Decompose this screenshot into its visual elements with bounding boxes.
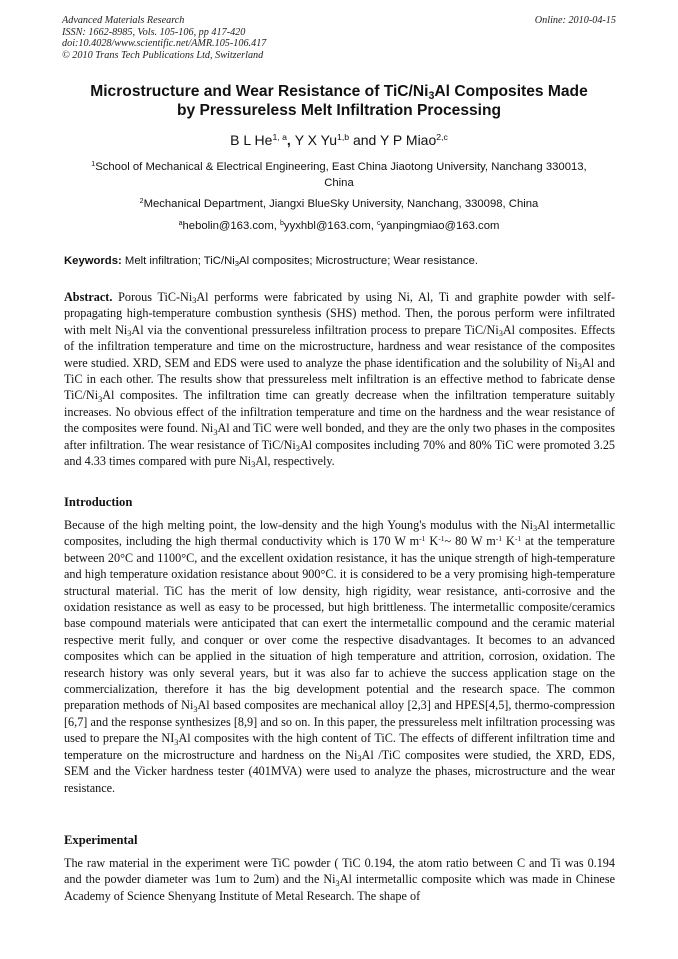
- abstract-text: Al performs were fabricated by using Ni, Al, Ti and graphite powder with self-propagating high-temperature combustion synthesis (SHS) method. Then, the porous perform were infiltrated with melt Ni: [64, 290, 615, 337]
- subscript: 3: [192, 296, 197, 306]
- author-name: Y X Yu: [294, 132, 337, 148]
- journal-info: [62, 15, 616, 61]
- subscript: 3: [295, 443, 300, 453]
- section-heading-experimental: Experimental: [64, 833, 138, 847]
- section-heading-introduction: Introduction: [64, 495, 133, 509]
- superscript: -1: [438, 533, 445, 543]
- subscript: 3: [251, 460, 256, 470]
- abstract: [64, 289, 615, 469]
- email-mark: b: [280, 219, 284, 227]
- superscript: -1: [495, 533, 503, 543]
- affiliation-text: Mechanical Department, Jiangxi BlueSky University, Nanchang, 330098, China: [143, 198, 539, 210]
- author-separator: ,: [286, 132, 295, 148]
- email-text: yyxhbl@163.com,: [283, 220, 378, 232]
- abstract-text: Al, respectively.: [255, 454, 335, 469]
- paragraph-text: Because of the high melting point, the low-density and the high Young's modulus with the Ni: [64, 518, 534, 532]
- abstract-text: Al and TiC were well bonded, and they are the only two phases in the composites after infiltration. The wear resistance of TiC/Ni: [64, 421, 615, 452]
- author-name: B L He: [230, 132, 273, 148]
- title-text: Al Composites Made: [434, 83, 588, 100]
- doi-line: doi:10.4028/www.scientific.net/AMR.105-106.417: [62, 38, 267, 50]
- paragraph-text: at the temperature between 20°C and 1100°C, and the excellent oxidation resistance, it has the unique strength of high-temperature and high temperature oxidation resistance about 900°C. it is considered to be a very promising high-temperature structural material. TiC has the merit of low density, high rigidity, wear resistance, anti-corrosive and the oxidation resistance as well as easy to be processed, but high brittleness. The intermetallic composite/ceramics base compound materials were anticipated that can exert the intermetallic compound and the ceramic material respective merit fully, and conquer or over come the respective disadvantages. It becomes to an advanced composites which can be applied in the situation of high temperature and attrition, corrosion, oxidation. The research history was only several years, but it was also far to achieve the success application stage on the commercialization, therefore it has the big development potential and the research space. The common preparation methods of Ni: [64, 534, 615, 713]
- affiliation-2: [50, 197, 628, 212]
- subscript: 3: [533, 524, 538, 534]
- running-header: [62, 15, 616, 61]
- subscript: 3: [213, 427, 218, 437]
- superscript: -1: [514, 533, 522, 543]
- title-subscript: 3: [428, 89, 435, 102]
- title-text: by Pressureless Melt Infiltration Processing: [176, 102, 502, 119]
- experimental-paragraph: [64, 855, 615, 904]
- author-name: Y P Miao: [379, 132, 437, 148]
- subscript: 3: [335, 878, 340, 888]
- paragraph-text: Al intermetallic composite which was made in Chinese Academy of Science Shenyang Institute of Metal Research. The shape of: [64, 872, 615, 903]
- email-text: hebolin@163.com,: [182, 220, 281, 232]
- abstract-text: Porous TiC-Ni: [112, 290, 193, 304]
- email-mark: c: [377, 219, 381, 227]
- author-affiliation-mark: 1, a: [272, 131, 287, 142]
- introduction-paragraph: [64, 517, 615, 796]
- journal-name: Advanced Materials Research: [62, 15, 185, 26]
- subscript: 3: [498, 329, 503, 339]
- paragraph-text: Al intermetallic composites, including the high thermal conductivity which is 170 W m: [64, 518, 616, 549]
- paragraph-text: K: [425, 534, 439, 549]
- paragraph-text: Al composites with the high content of TiC. The effects of different infiltration time and temperature on the microstructure and hardness on the Ni: [64, 731, 615, 762]
- subscript: 3: [577, 361, 582, 371]
- email-mark: a: [178, 219, 183, 227]
- title-text: Microstructure and Wear Resistance of TiC/Ni: [90, 83, 429, 100]
- author-list: [50, 132, 628, 149]
- abstract-text: Al composites. The infiltration time can greatly decrease when the infiltration temperature suitably increases. No obvious effect of the infiltration temperature and time on the hardness and the wear resistance of the composites were found. Ni: [64, 388, 615, 436]
- online-date: Online: 2010-04-15: [534, 15, 616, 26]
- affiliation-text: School of Mechanical & Electrical Engineering, East China Jiaotong University, Nanchang 330013,: [95, 161, 587, 173]
- issn-line: ISSN: 1662-8985, Vols. 105-106, pp 417-420: [62, 26, 246, 38]
- keywords-subscript: 3: [234, 259, 240, 269]
- abstract-text: Al composites. Effects of the infiltration temperature and time on the microstructure, hardness and wear resistance of the composites were studied. XRD, SEM and EDS were used to analyze the phase identification and the solubility of Ni: [64, 322, 615, 370]
- superscript: -1: [419, 533, 426, 543]
- copyright-line: © 2010 Trans Tech Publications Ltd, Switzerland: [62, 49, 264, 61]
- subscript: 3: [127, 329, 132, 339]
- keywords-label: Keywords:: [64, 255, 122, 267]
- paragraph-text: The raw material in the experiment were TiC powder ( TiC 0.194, the atom ratio between C and Ti was 0.194 and the powder diameter was 1um to 2um) and the Ni: [64, 856, 615, 887]
- abstract-text: Al and TiC in each other. The results show that pressureless melt infiltration is an effective method to fabricate dense TiC/Ni: [64, 355, 615, 403]
- keywords-text: Melt infiltration; TiC/Ni: [121, 255, 235, 267]
- email-text: yanpingmiao@163.com: [380, 220, 500, 232]
- paragraph-text: ~ 80 W m: [444, 534, 496, 549]
- subscript: 3: [193, 704, 198, 714]
- paper-title: [50, 82, 628, 120]
- keywords: [64, 254, 620, 269]
- keywords-text: Al composites; Microstructure; Wear resistance.: [239, 255, 479, 267]
- abstract-text: Al via the conventional pressureless infiltration process to prepare TiC/Ni: [131, 322, 499, 337]
- abstract-label: Abstract.: [64, 290, 113, 304]
- paragraph-text: Al /TiC composites were studied, the XRD, EDS, SEM and the Vicker hardness tester (401MVA) were used to analyze the phases, microstructure and the wear resistance.: [64, 747, 615, 795]
- affiliation-1: [50, 160, 628, 191]
- author-separator: and: [349, 132, 380, 148]
- subscript: 3: [357, 754, 362, 763]
- author-affiliation-mark: 1,b: [337, 131, 350, 142]
- paragraph-text: K: [502, 534, 515, 549]
- author-emails: [50, 219, 628, 234]
- affiliation-text: China: [324, 176, 354, 189]
- affiliation-mark: 1: [91, 160, 96, 168]
- affiliation-mark: 2: [139, 197, 144, 205]
- subscript: 3: [174, 737, 179, 747]
- paragraph-text: Al based composites are mechanical alloy [2,3] and HPES[4,5], thermo-compression [6,7] and the response synthesizes [8,9] and so on. In this paper, the pressureless melt infiltration processing was used to prepare the NI: [64, 698, 615, 746]
- abstract-text: Al composites including 70% and 80% TiC were promoted 3.25 and 4.33 times compared with pure Ni: [64, 437, 616, 469]
- author-affiliation-mark: 2,c: [436, 131, 448, 142]
- subscript: 3: [98, 394, 103, 404]
